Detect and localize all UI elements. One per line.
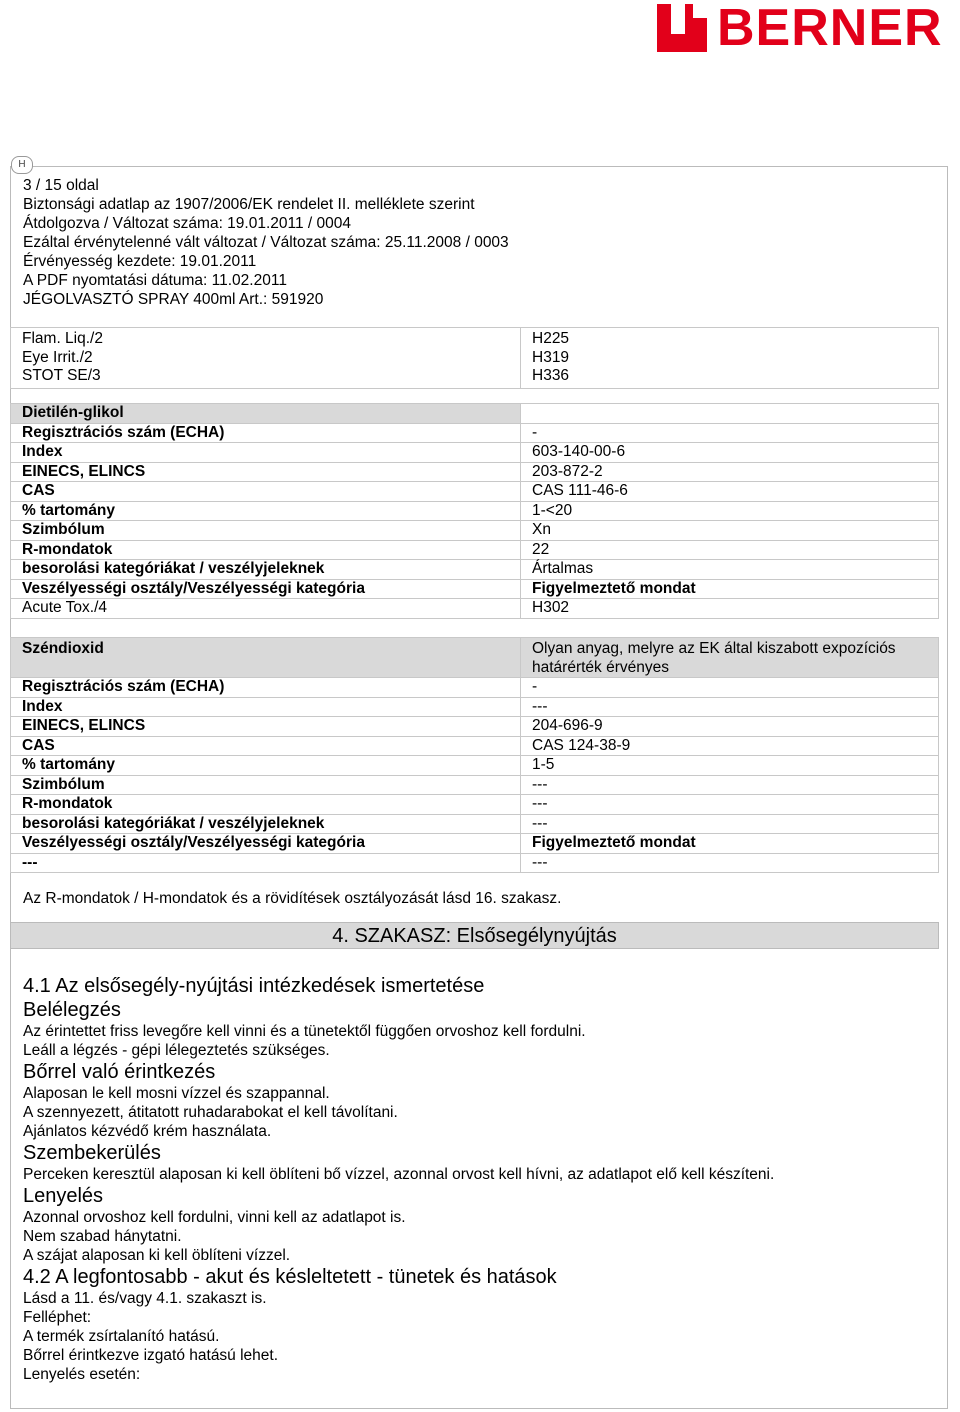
paragraph: A termék zsírtalanító hatású. xyxy=(23,1328,220,1345)
hazard-statement: H336 xyxy=(532,367,570,384)
row-label: Veszélyességi osztály/Veszélyességi kategória xyxy=(11,834,521,854)
row-value: 603-140-00-6 xyxy=(521,443,939,463)
row-label: Regisztrációs szám (ECHA) xyxy=(11,678,521,698)
table-row xyxy=(11,462,939,482)
row-value: - xyxy=(521,423,939,443)
row-label: R-mondatok xyxy=(11,540,521,560)
subheading: Lenyelés xyxy=(23,1185,104,1207)
row-label: CAS xyxy=(11,736,521,756)
row-value: 22 xyxy=(521,540,939,560)
substance-name-row xyxy=(11,638,939,678)
row-label: besorolási kategóriákat / veszélyjeleknek xyxy=(11,560,521,580)
substance-name-row xyxy=(11,404,939,424)
substance-name: Széndioxid xyxy=(11,638,521,678)
berner-logo-mark xyxy=(657,4,707,52)
row-value: Ártalmas xyxy=(521,560,939,580)
paragraph: A szájat alaposan ki kell öblíteni vízzel. xyxy=(23,1247,291,1264)
header-line: Érvényesség kezdete: 19.01.2011 xyxy=(23,253,257,270)
paragraph: Azonnal orvoshoz kell fordulni, vinni kell az adatlapot is. xyxy=(23,1209,406,1226)
hazard-class: STOT SE/3 xyxy=(22,367,101,384)
hazard-classes xyxy=(11,328,521,389)
hazard-classification-table xyxy=(10,327,939,389)
table-row xyxy=(11,853,939,873)
row-value: CAS 111-46-6 xyxy=(521,482,939,502)
table-row xyxy=(11,579,939,599)
row-value: --- xyxy=(521,853,939,873)
row-label: Regisztrációs szám (ECHA) xyxy=(11,423,521,443)
paragraph: Ajánlatos kézvédő krém használata. xyxy=(23,1123,272,1140)
paragraph: Perceken keresztül alaposan ki kell öblíteni bő vízzel, azonnal orvost kell hívni, az adatlapot elő kell készíteni. xyxy=(23,1166,775,1183)
table-row xyxy=(11,501,939,521)
row-value: Figyelmeztető mondat xyxy=(521,834,939,854)
berner-logo xyxy=(657,0,943,57)
substance-name-value xyxy=(521,638,939,678)
header-line: Átdolgozva / Változat száma: 19.01.2011 / 0004 xyxy=(23,215,352,232)
paragraph: Lenyelés esetén: xyxy=(23,1366,141,1383)
row-value: - xyxy=(521,678,939,698)
table-row xyxy=(11,560,939,580)
row-label: EINECS, ELINCS xyxy=(11,462,521,482)
paragraph: Lásd a 11. és/vagy 4.1. szakaszt is. xyxy=(23,1290,267,1307)
row-value: Xn xyxy=(521,521,939,541)
row-label: Index xyxy=(11,697,521,717)
hazard-statement: H225 xyxy=(532,330,570,347)
header-line: JÉGOLVASZTÓ SPRAY 400ml Art.: 591920 xyxy=(23,291,324,308)
table-row xyxy=(11,521,939,541)
header-line: Ezáltal érvénytelenné vált változat / Változat száma: 25.11.2008 / 0003 xyxy=(23,234,509,251)
logo-text: BERNER xyxy=(717,0,943,57)
row-value: 1-5 xyxy=(521,756,939,776)
table-row xyxy=(11,795,939,815)
table-row xyxy=(11,814,939,834)
table-row xyxy=(11,717,939,737)
paragraph: Az érintettet friss levegőre kell vinni és a tünetektől függően orvoshoz kell fordulni. xyxy=(23,1023,586,1040)
row-label: EINECS, ELINCS xyxy=(11,717,521,737)
row-value: 204-696-9 xyxy=(521,717,939,737)
header-line: Biztonsági adatlap az 1907/2006/EK rendelet II. melléklete szerint xyxy=(23,196,475,213)
row-label: Szimbólum xyxy=(11,775,521,795)
row-label: Veszélyességi osztály/Veszélyességi kategória xyxy=(11,579,521,599)
row-label: --- xyxy=(11,853,521,873)
exposure-note: Olyan anyag, melyre az EK által kiszabott expozíciós xyxy=(532,640,896,657)
paragraph: Felléphet: xyxy=(23,1309,92,1326)
row-label: R-mondatok xyxy=(11,795,521,815)
hazard-statements xyxy=(521,328,939,389)
subheading: Bőrrel való érintkezés xyxy=(23,1061,216,1083)
table-row xyxy=(11,540,939,560)
row-value: --- xyxy=(521,814,939,834)
row-label: Index xyxy=(11,443,521,463)
substance-name-value xyxy=(521,404,939,424)
row-label: Szimbólum xyxy=(11,521,521,541)
table-row xyxy=(11,482,939,502)
paragraph: Alaposan le kell mosni vízzel és szappannal. xyxy=(23,1085,330,1102)
table-row xyxy=(11,736,939,756)
subheading: Szembekerülés xyxy=(23,1142,161,1164)
hazard-class: Eye Irrit./2 xyxy=(22,348,93,366)
table-row xyxy=(11,775,939,795)
row-label: % tartomány xyxy=(11,501,521,521)
header-line: 3 / 15 oldal xyxy=(23,177,99,194)
row-value: 1-<20 xyxy=(521,501,939,521)
row-value: H302 xyxy=(521,599,939,619)
row-value: --- xyxy=(521,697,939,717)
row-label: % tartomány xyxy=(11,756,521,776)
first-aid-content xyxy=(23,974,933,1384)
table-row xyxy=(11,599,939,619)
document-header xyxy=(23,176,509,309)
substance-table-dietilen-glikol xyxy=(10,403,939,619)
header-line: A PDF nyomtatási dátuma: 11.02.2011 xyxy=(23,272,287,289)
row-label: Acute Tox./4 xyxy=(11,599,521,619)
subheading: 4.2 A legfontosabb - akut és késleltetett - tünetek és hatások xyxy=(23,1266,557,1288)
row-label: besorolási kategóriákat / veszélyjeleknek xyxy=(11,814,521,834)
paragraph: A szennyezett, átitatott ruhadarabokat el kell távolítani. xyxy=(23,1104,398,1121)
row-value: --- xyxy=(521,775,939,795)
subheading: 4.1 Az elsősegély-nyújtási intézkedések ismertetése xyxy=(23,975,485,997)
substance-name: Dietilén-glikol xyxy=(11,404,521,424)
row-value: --- xyxy=(521,795,939,815)
table-row xyxy=(11,697,939,717)
table-row xyxy=(11,443,939,463)
section-title: 4. SZAKASZ: Elsősegélynyújtás xyxy=(10,922,939,949)
row-value: Figyelmeztető mondat xyxy=(521,579,939,599)
hazard-statement: H319 xyxy=(532,348,570,366)
row-label: CAS xyxy=(11,482,521,502)
table-row xyxy=(11,756,939,776)
substance-table-szendioxid xyxy=(10,637,939,873)
table-row xyxy=(11,834,939,854)
hazard-class: Flam. Liq./2 xyxy=(22,330,103,347)
paragraph: Leáll a légzés - gépi lélegeztetés szükséges. xyxy=(23,1042,330,1059)
table-row xyxy=(11,678,939,698)
abbreviations-note: Az R-mondatok / H-mondatok és a rövidítések osztályozását lásd 16. szakasz. xyxy=(23,890,562,907)
exposure-note: határérték érvényes xyxy=(532,658,669,676)
paragraph: Bőrrel érintkezve izgató hatású lehet. xyxy=(23,1347,279,1364)
language-badge: H xyxy=(11,156,33,174)
table-row xyxy=(11,423,939,443)
row-value: CAS 124-38-9 xyxy=(521,736,939,756)
subheading: Belélegzés xyxy=(23,999,121,1021)
paragraph: Nem szabad hánytatni. xyxy=(23,1228,182,1245)
row-value: 203-872-2 xyxy=(521,462,939,482)
